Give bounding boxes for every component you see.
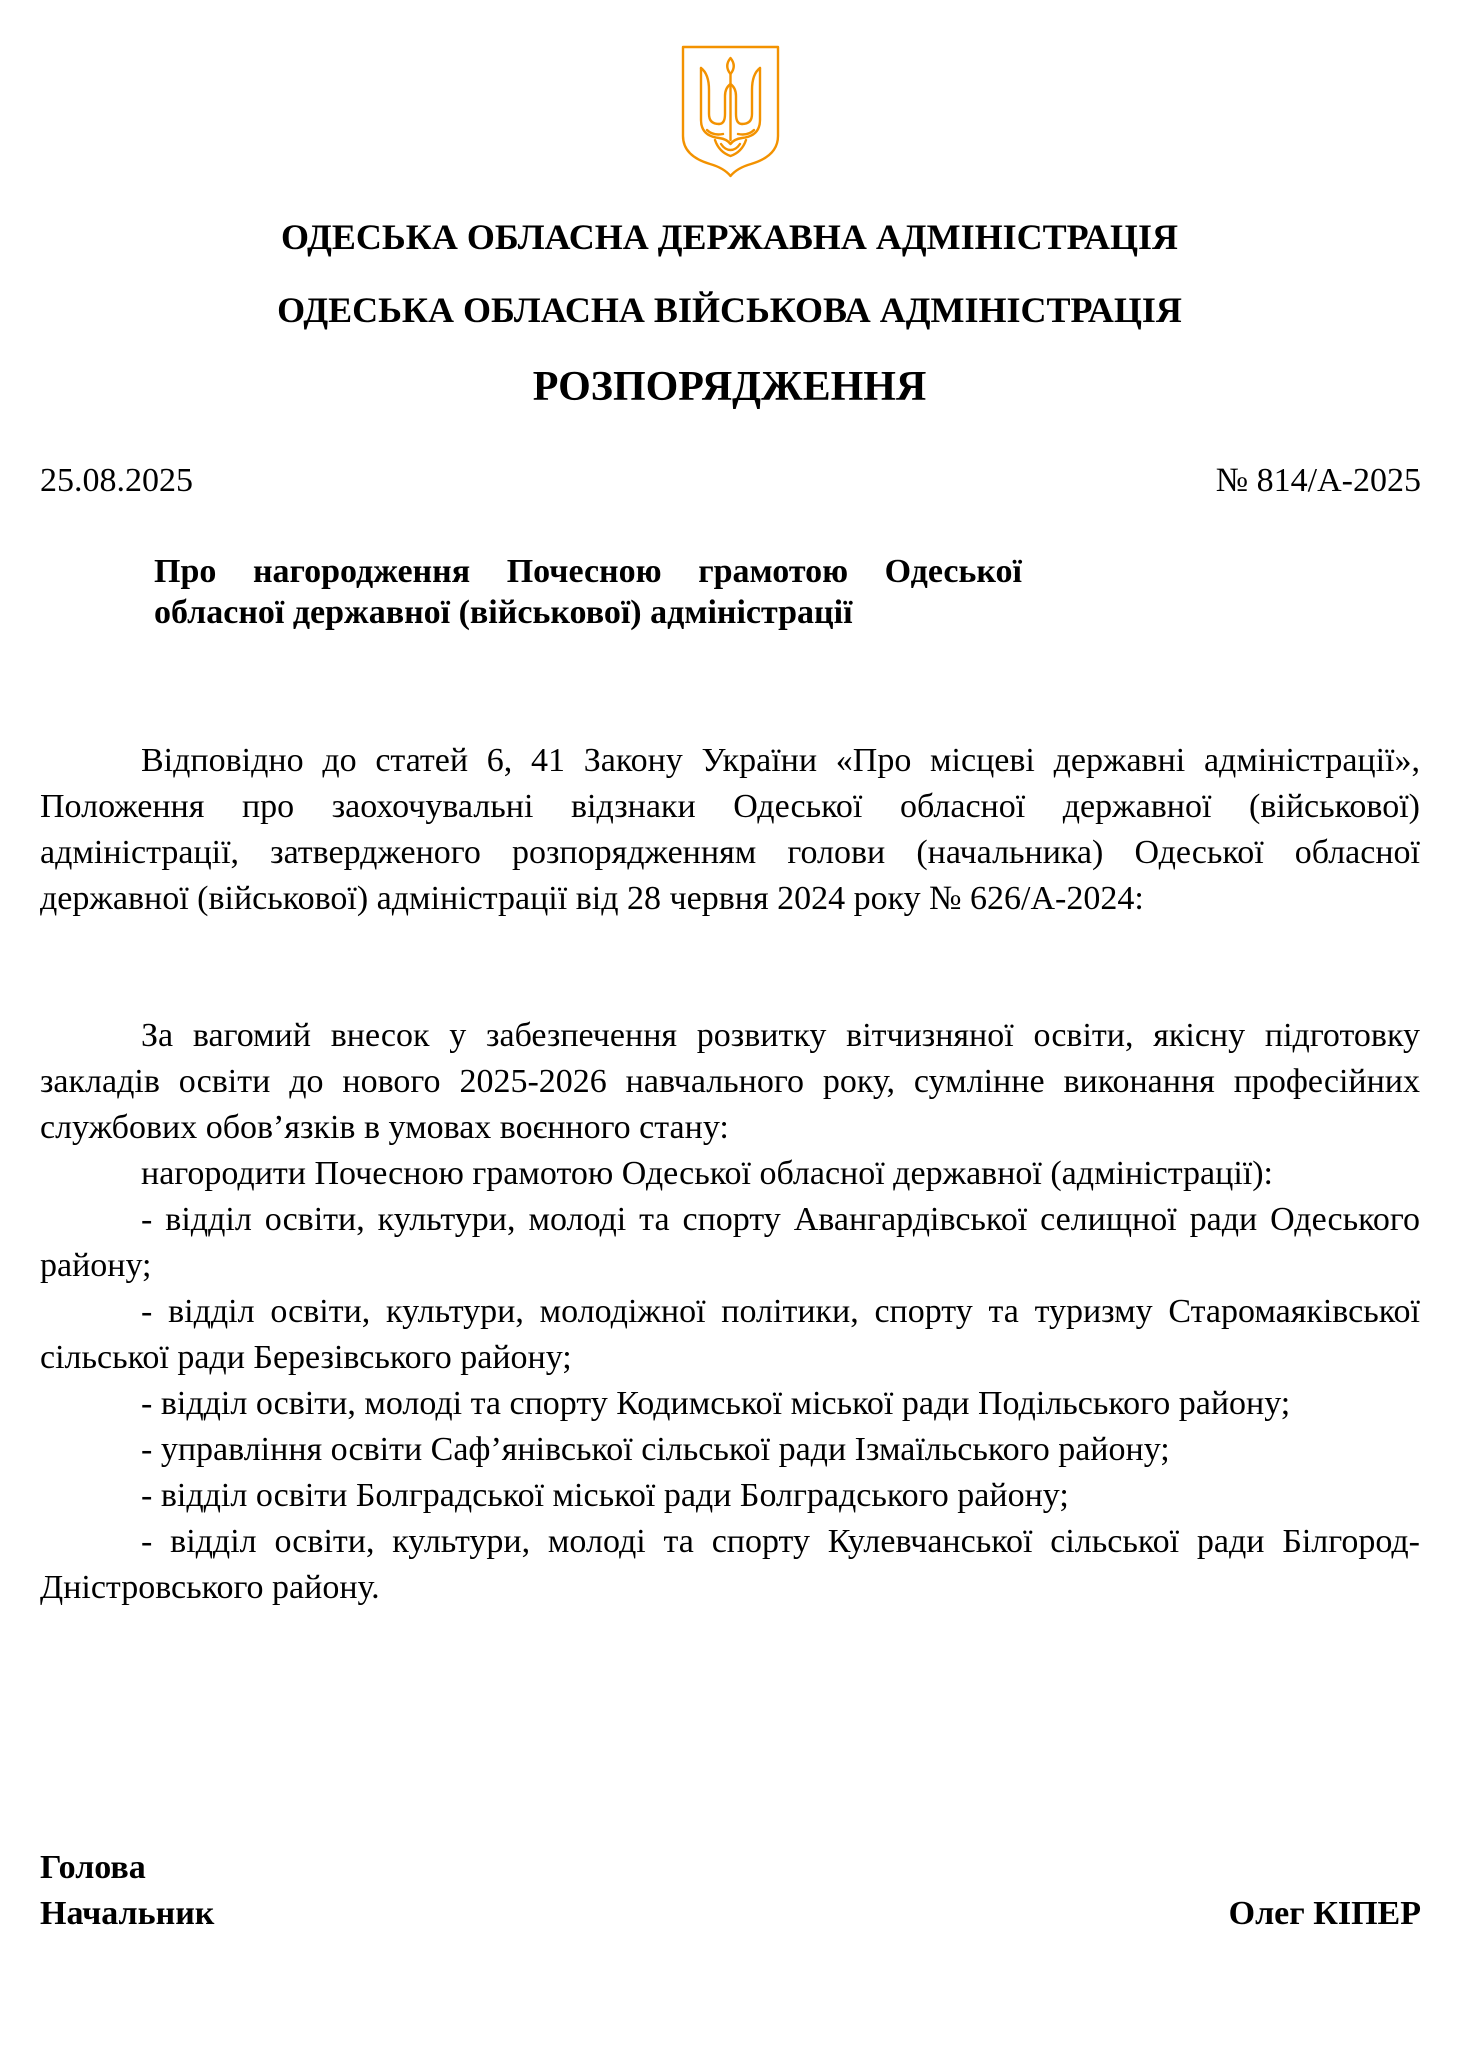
document-subject: Про нагородження Почесною грамотою Одеської обласної державної (військової) адміністрації bbox=[154, 553, 1022, 631]
awardee-item: - управління освіти Саф’янівської сільської ради Ізмаїльського району; bbox=[141, 1431, 1170, 1468]
awardee-item: - відділ освіти Болградської міської ради Болградського району; bbox=[141, 1477, 1069, 1514]
ukraine-trident-icon bbox=[679, 44, 782, 179]
document-type: РОЗПОРЯДЖЕННЯ bbox=[532, 364, 927, 410]
decision-paragraph: нагородити Почесною грамотою Одеської обласної державної (адміністрації): bbox=[141, 1155, 1273, 1192]
awardee-item: - відділ освіти, культури, молоді та спорту Кулевчанської сільської ради Білгород-Дністровського району. bbox=[40, 1523, 1420, 1606]
document-number: № 814/А-2025 bbox=[1215, 462, 1421, 499]
reason-paragraph: За вагомий внесок у забезпечення розвитку вітчизняної освіти, якісну підготовку закладів освіти до нового 2025-2026 навчального року, сумлінне виконання професійних службових обов’язків в умовах воєнного стану: bbox=[40, 1017, 1420, 1146]
document-date: 25.08.2025 bbox=[40, 462, 193, 499]
preamble-paragraph: Відповідно до статей 6, 41 Закону України «Про місцеві державні адміністрації», Положення про заохочувальні відзнаки Одеської обласної державної (військової) адміністрації, затвердженого розпорядженням голови (начальника) Одеської обласної державної (військової) адміністрації від 28 червня 2024 року № 626/А-2024: bbox=[40, 742, 1420, 917]
awardee-item: - відділ освіти, культури, молодіжної політики, спорту та туризму Старомаяківської сільської ради Березівського району; bbox=[40, 1293, 1420, 1376]
org-name-state: ОДЕСЬКА ОБЛАСНА ДЕРЖАВНА АДМІНІСТРАЦІЯ bbox=[280, 217, 1179, 257]
decision-section bbox=[40, 1013, 1420, 1611]
signatory-title-chief: Начальник bbox=[40, 1895, 215, 1932]
awardee-item: - відділ освіти, молоді та спорту Кодимської міської ради Подільського району; bbox=[141, 1385, 1291, 1422]
signatory-title-head: Голова bbox=[40, 1849, 146, 1886]
signatory-titles bbox=[40, 1845, 214, 1937]
signatory-name: Олег КІПЕР bbox=[1228, 1895, 1421, 1932]
awardee-item: - відділ освіти, культури, молоді та спорту Авангардівської селищної ради Одеського району; bbox=[40, 1201, 1420, 1284]
org-name-military: ОДЕСЬКА ОБЛАСНА ВІЙСЬКОВА АДМІНІСТРАЦІЯ bbox=[277, 290, 1182, 330]
preamble-section bbox=[40, 738, 1420, 922]
